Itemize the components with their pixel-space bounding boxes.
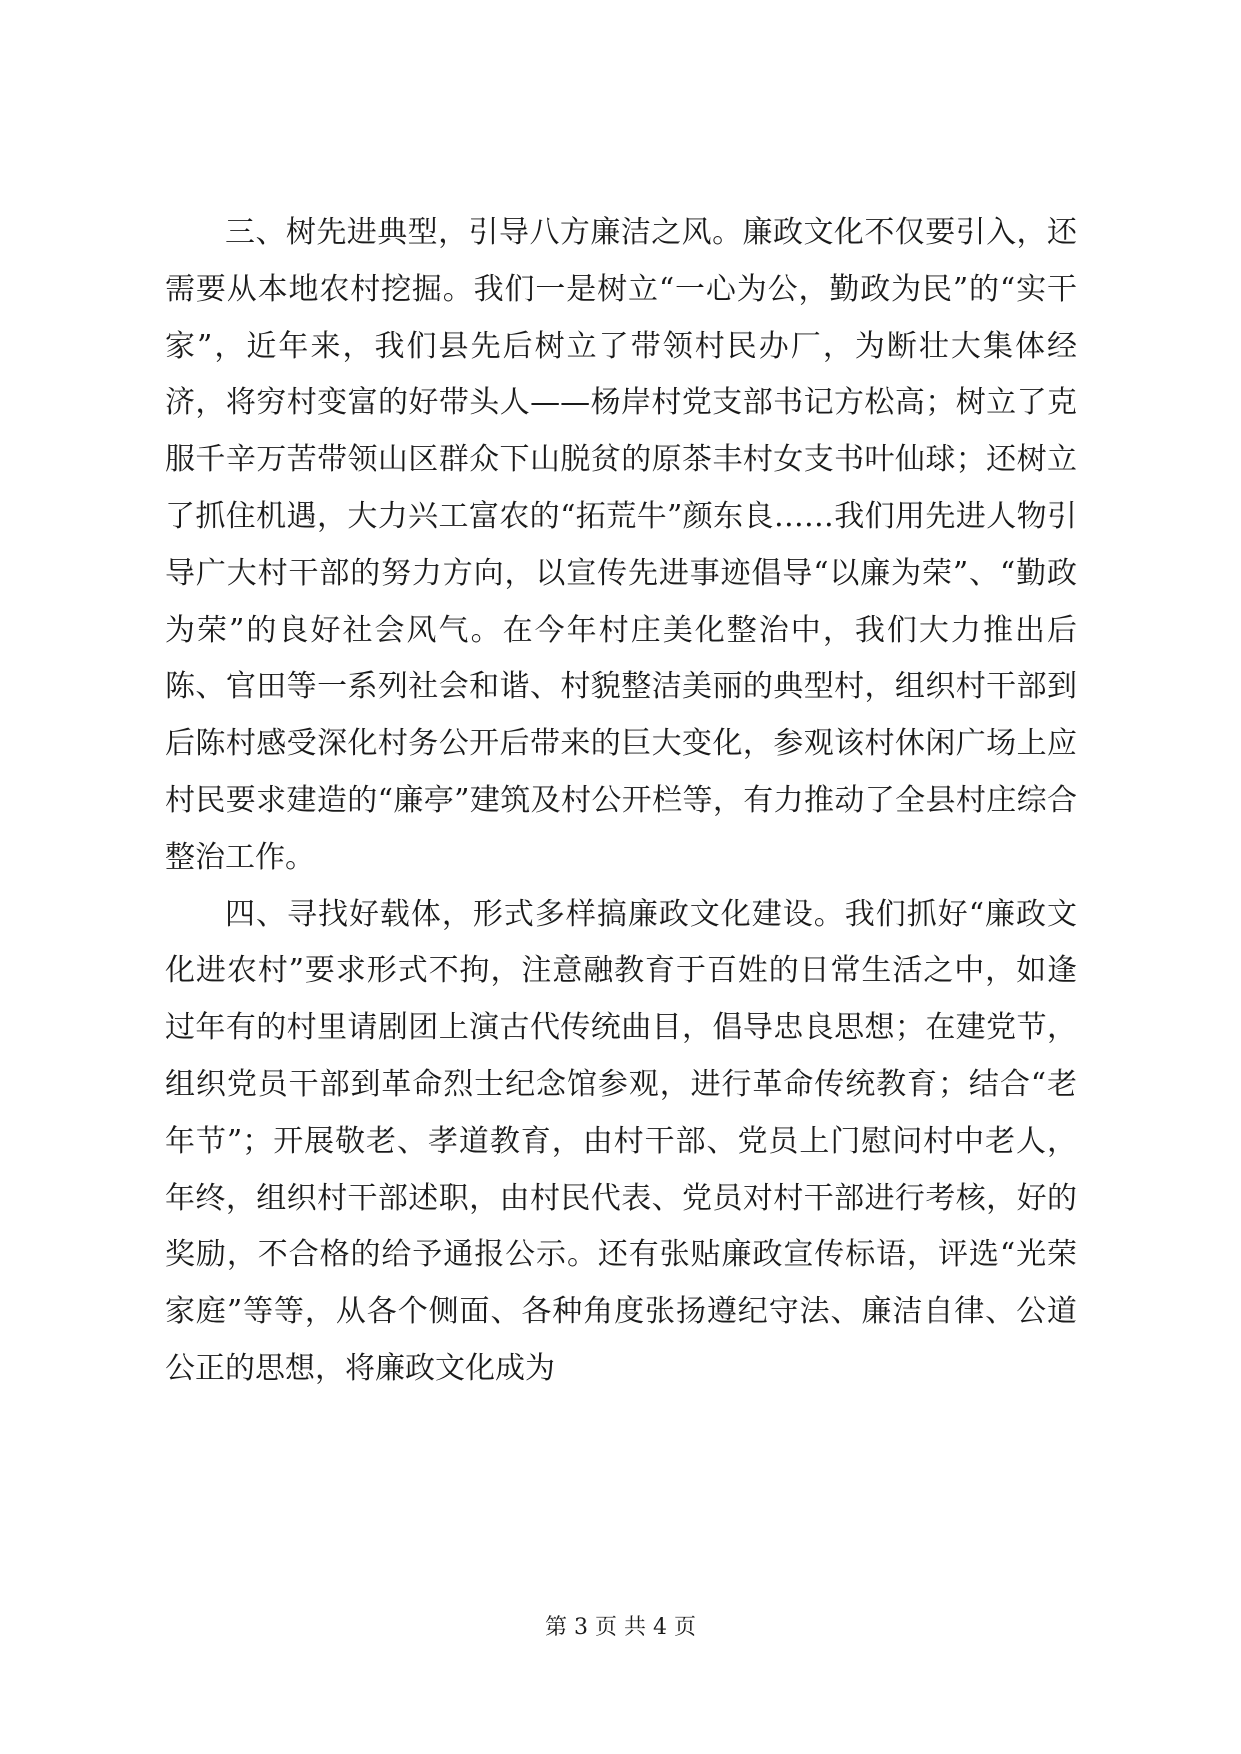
document-body <box>165 205 1077 1398</box>
paragraph-section-4: 四、寻找好载体，形式多样搞廉政文化建设。我们抓好“廉政文化进农村”要求形式不拘，注意融教育于百姓的日常生活之中，如逢过年有的村里请剧团上演古代传统曲目，倡导忠良思想；在建党节，组织党员干部到革命烈士纪念馆参观，进行革命传统教育；结合“老年节”；开展敬老、孝道教育，由村干部、党员上门慰问村中老人，年终，组织村干部述职，由村民代表、党员对村干部进行考核，好的奖励，不合格的给予通报公示。还有张贴廉政宣传标语，评选“光荣家庭”等等，从各个侧面、各种角度张扬遵纪守法、廉洁自律、公道公正的思想，将廉政文化成为 <box>165 896 1077 1386</box>
page-number-footer: 第 3 页 共 4 页 <box>545 1615 696 1640</box>
paragraph-section-3: 三、树先进典型，引导八方廉洁之风。廉政文化不仅要引入，还需要从本地农村挖掘。我们一是树立“一心为公，勤政为民”的“实干家”，近年来，我们县先后树立了带领村民办厂，为断壮大集体经济，将穷村变富的好带头人——杨岸村党支部书记方松高；树立了克服千辛万苦带领山区群众下山脱贫的原茶丰村女支书叶仙球；还树立了抓住机遇，大力兴工富农的“拓荒牛”颜东良……我们用先进人物引导广大村干部的努力方向，以宣传先进事迹倡导“以廉为荣”、“勤政为荣”的良好社会风气。在今年村庄美化整治中，我们大力推出后陈、官田等一系列社会和谐、村貌整洁美丽的典型村，组织村干部到后陈村感受深化村务公开后带来的巨大变化，参观该村休闲广场上应村民要求建造的“廉亭”建筑及村公开栏等，有力推动了全县村庄综合整治工作。 <box>165 215 1077 875</box>
